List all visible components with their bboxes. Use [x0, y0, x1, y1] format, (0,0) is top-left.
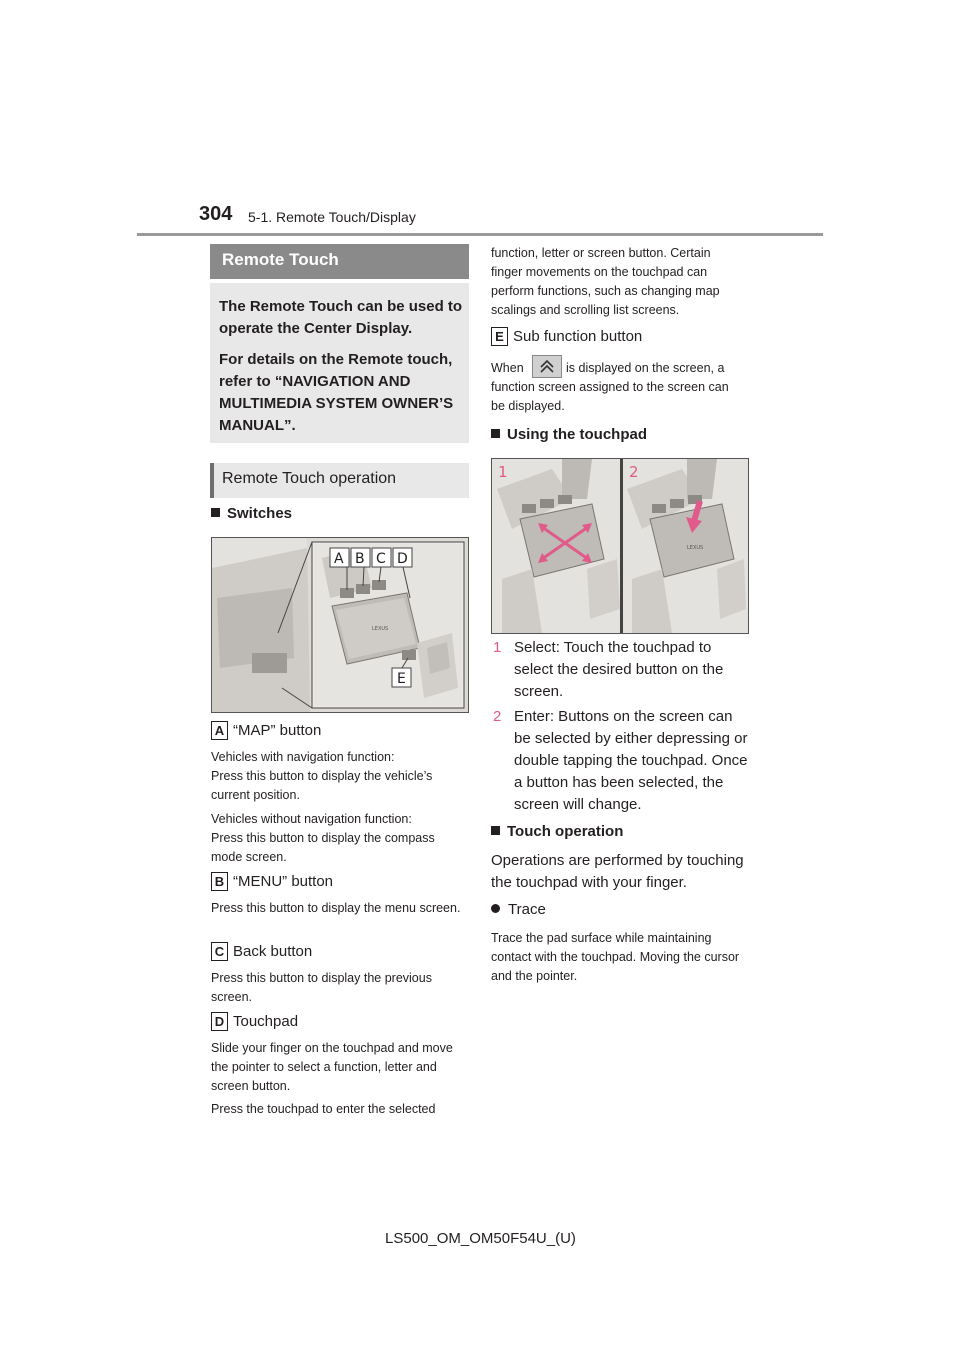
sub-function-desc-pre: When: [491, 361, 524, 375]
step-1-text: Select: Touch the touchpad to select the desired button on the screen.: [514, 639, 724, 700]
trace-label: Trace: [508, 901, 546, 918]
touch-operation-heading-text: Touch operation: [507, 823, 624, 840]
step-1-number: 1: [493, 639, 502, 656]
trace-item: [491, 899, 546, 921]
switches-heading: [211, 505, 292, 522]
console-illustration: [212, 538, 468, 712]
touchpad-heading-text: Using the touchpad: [507, 426, 647, 443]
step-2-text: Enter: Buttons on the screen can be selected by either depressing or double tapping the touchpad. Once a button has been selected, the screen will change.: [514, 708, 748, 813]
map-desc-3: Vehicles without navigation function:: [211, 812, 412, 826]
continued-text: function, letter or screen button. Certain finger movements on the touchpad can perform functions, such as changing map scalings and scrolling list screens.: [491, 246, 720, 317]
svg-text:LEXUS: LEXUS: [372, 626, 389, 632]
figure-label-e: E: [397, 671, 406, 687]
svg-text:LEXUS: LEXUS: [687, 545, 704, 551]
menu-button-label: “MENU” button: [233, 873, 334, 890]
touchpad-label: Touchpad: [233, 1013, 299, 1030]
round-bullet-icon: [491, 904, 500, 913]
figure-label-a: A: [334, 551, 344, 567]
page-title: Remote Touch: [222, 250, 339, 269]
touchpad-desc-1: Slide your finger on the touchpad and move the pointer to select a function, letter and screen button.: [211, 1041, 453, 1093]
menu-desc: Press this button to display the menu screen.: [211, 901, 461, 915]
back-button-label: Back button: [233, 943, 313, 960]
sub-function-desc: is displayed on the screen, a function screen assigned to the screen can be displayed.: [491, 361, 729, 413]
intro-paragraph-1: The Remote Touch can be used to operate the Center Display.: [219, 298, 463, 337]
map-button-label: “MAP” button: [233, 722, 322, 739]
step-2-number: 2: [493, 708, 502, 725]
trace-desc: Trace the pad surface while maintaining contact with the touchpad. Moving the cursor and the pointer.: [491, 931, 740, 983]
touch-operation-heading: [491, 823, 623, 840]
touchpad-illustration: [492, 459, 748, 633]
sub-function-label: Sub function button: [513, 328, 643, 345]
header-rule: [137, 233, 823, 236]
figure-label-c: C: [376, 551, 386, 567]
switches-heading-text: Switches: [227, 505, 293, 522]
square-bullet-icon: [491, 429, 500, 438]
page-number: 304: [199, 203, 233, 225]
intro-paragraph-2: For details on the Remote touch, refer to “NAVIGATION AND MULTIMEDIA SYSTEM OWNER’S MANUAL”.: [219, 351, 454, 434]
tag-d: D: [211, 1012, 228, 1031]
section-title: 5-1. Remote Touch/Display: [248, 209, 416, 225]
tag-e: E: [491, 327, 508, 346]
square-bullet-icon: [491, 826, 500, 835]
switches-figure: [211, 537, 469, 713]
map-desc-2: Press this button to display the vehicle’s current position.: [211, 769, 433, 802]
figure-label-d: D: [397, 551, 408, 567]
tag-b: B: [211, 872, 228, 891]
touchpad-figure: [491, 458, 749, 634]
figure-label-b: B: [355, 551, 365, 567]
square-bullet-icon: [211, 508, 220, 517]
figure-number-2: 2: [629, 463, 639, 481]
subheading: Remote Touch operation: [222, 470, 397, 487]
map-desc-1: Vehicles with navigation function:: [211, 750, 395, 764]
touch-operation-text: Operations are performed by touching the touchpad with your finger.: [491, 852, 744, 891]
tag-c: C: [211, 942, 228, 961]
figure-number-1: 1: [498, 463, 508, 481]
touchpad-heading: [491, 426, 647, 443]
footer-code: LS500_OM_OM50F54U_(U): [385, 1230, 576, 1247]
tag-a: A: [211, 721, 228, 740]
back-desc: Press this button to display the previous screen.: [211, 971, 432, 1004]
touchpad-desc-2: Press the touchpad to enter the selected: [211, 1102, 436, 1116]
map-desc-4: Press this button to display the compass mode screen.: [211, 831, 435, 864]
